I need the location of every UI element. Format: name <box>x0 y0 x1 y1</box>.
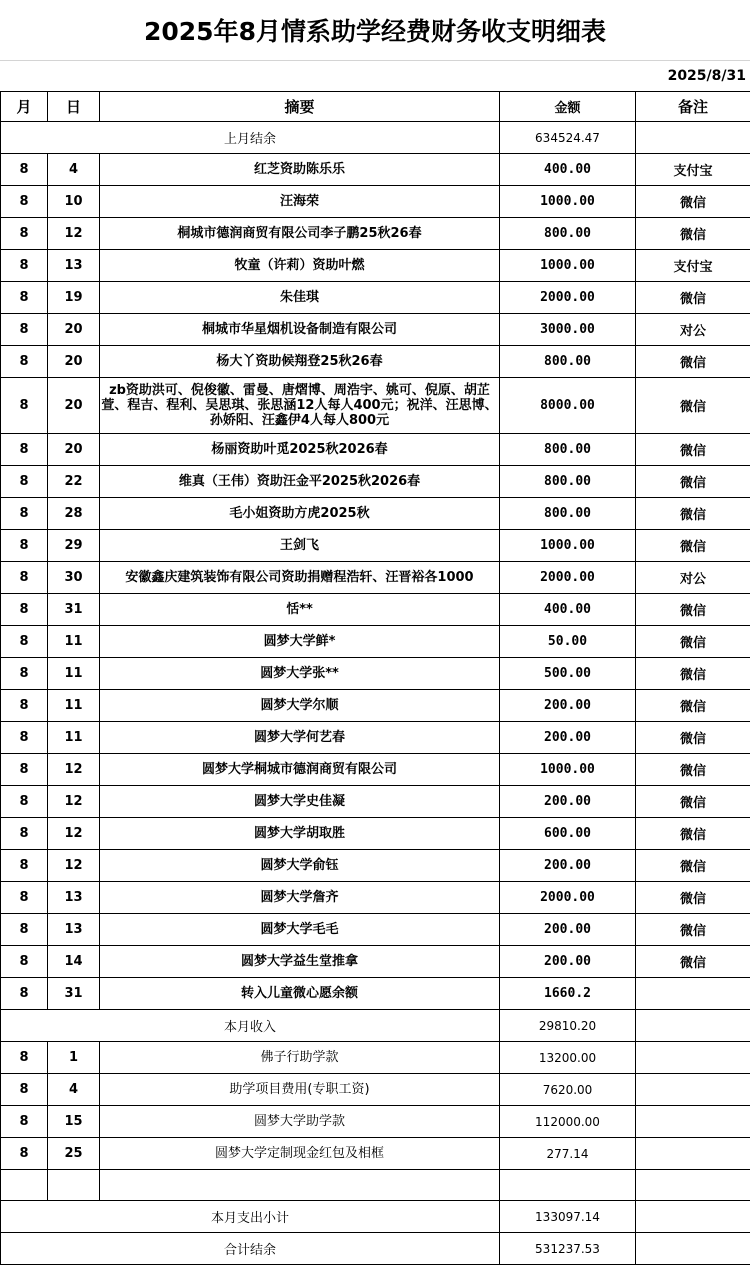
empty-cell <box>636 1170 750 1201</box>
summary-cell: 桐城市华星烟机设备制造有限公司 <box>100 314 500 346</box>
note-cell <box>636 1138 750 1170</box>
expense-row <box>1 1042 750 1074</box>
month-cell: 8 <box>1 346 48 378</box>
summary-cell: 圆梦大学何艺春 <box>100 722 500 754</box>
month-cell: 8 <box>1 250 48 282</box>
day-cell: 12 <box>48 218 100 250</box>
month-cell: 8 <box>1 498 48 530</box>
note-cell: 支付宝 <box>636 154 750 186</box>
summary-cell: 圆梦大学桐城市德润商贸有限公司 <box>100 754 500 786</box>
month-cell: 8 <box>1 562 48 594</box>
summary-cell: 圆梦大学胡取胜 <box>100 818 500 850</box>
summary-cell: 杨丽资助叶觅2025秋2026春 <box>100 434 500 466</box>
balance-row-label: 合计结余 <box>1 1233 500 1265</box>
day-cell: 22 <box>48 466 100 498</box>
note-cell: 微信 <box>636 594 750 626</box>
empty-cell <box>48 1170 100 1201</box>
month-cell: 8 <box>1 690 48 722</box>
opening-balance-label: 上月结余 <box>1 122 500 154</box>
month-cell: 8 <box>1 914 48 946</box>
note-cell: 微信 <box>636 722 750 754</box>
summary-cell: 安徽鑫庆建筑装饰有限公司资助捐赠程浩轩、汪晋裕各1000 <box>100 562 500 594</box>
summary-cell: 汪海荣 <box>100 186 500 218</box>
income-row <box>1 818 750 850</box>
amount-cell: 1000.00 <box>500 754 636 786</box>
summary-cell: 转入儿童微心愿余额 <box>100 978 500 1010</box>
income-row <box>1 466 750 498</box>
income-row <box>1 186 750 218</box>
income-row <box>1 594 750 626</box>
income-row <box>1 154 750 186</box>
income-row <box>1 626 750 658</box>
page-title: 2025年8月情系助学经费财务收支明细表 <box>0 0 750 61</box>
income-row <box>1 978 750 1010</box>
summary-cell: 王剑飞 <box>100 530 500 562</box>
empty-cell <box>100 1170 500 1201</box>
note-cell: 对公 <box>636 314 750 346</box>
balance-row <box>1 1233 750 1265</box>
summary-cell: 圆梦大学史佳凝 <box>100 786 500 818</box>
summary-cell: 圆梦大学俞钰 <box>100 850 500 882</box>
summary-cell: 圆梦大学毛毛 <box>100 914 500 946</box>
note-cell: 微信 <box>636 690 750 722</box>
income-row <box>1 314 750 346</box>
summary-cell: 桐城市德润商贸有限公司李子鹏25秋26春 <box>100 218 500 250</box>
amount-cell: 200.00 <box>500 946 636 978</box>
empty-cell <box>636 122 750 154</box>
note-cell: 微信 <box>636 282 750 314</box>
note-cell: 微信 <box>636 466 750 498</box>
expense-row <box>1 1106 750 1138</box>
income-row <box>1 850 750 882</box>
month-cell: 8 <box>1 314 48 346</box>
income-row <box>1 218 750 250</box>
day-cell: 11 <box>48 690 100 722</box>
expense-row <box>1 1074 750 1106</box>
summary-cell: 圆梦大学尔顺 <box>100 690 500 722</box>
amount-cell: 3000.00 <box>500 314 636 346</box>
amount-cell: 2000.00 <box>500 562 636 594</box>
day-cell: 28 <box>48 498 100 530</box>
ledger-table <box>0 91 750 1265</box>
amount-cell: 800.00 <box>500 498 636 530</box>
expense-total-row <box>1 1201 750 1233</box>
amount-cell: 400.00 <box>500 154 636 186</box>
month-cell: 8 <box>1 818 48 850</box>
note-cell <box>636 1042 750 1074</box>
month-cell: 8 <box>1 1074 48 1106</box>
month-cell: 8 <box>1 466 48 498</box>
amount-cell: 600.00 <box>500 818 636 850</box>
day-cell: 31 <box>48 594 100 626</box>
note-cell <box>636 1074 750 1106</box>
summary-cell: 助学项目费用(专职工资) <box>100 1074 500 1106</box>
day-cell: 20 <box>48 378 100 434</box>
empty-cell <box>636 1233 750 1265</box>
summary-cell: 毛小姐资助方虎2025秋 <box>100 498 500 530</box>
amount-cell: 800.00 <box>500 466 636 498</box>
note-cell: 微信 <box>636 498 750 530</box>
opening-balance-row <box>1 122 750 154</box>
income-row <box>1 658 750 690</box>
opening-balance-amount: 634524.47 <box>500 122 636 154</box>
summary-cell: 红芝资助陈乐乐 <box>100 154 500 186</box>
summary-header: 摘要 <box>100 92 500 122</box>
amount-cell: 13200.00 <box>500 1042 636 1074</box>
amount-cell: 2000.00 <box>500 882 636 914</box>
amount-cell: 200.00 <box>500 786 636 818</box>
expense-row <box>1 1138 750 1170</box>
summary-cell: 圆梦大学詹齐 <box>100 882 500 914</box>
amount-cell: 800.00 <box>500 218 636 250</box>
amount-cell: 800.00 <box>500 434 636 466</box>
note-cell: 微信 <box>636 378 750 434</box>
summary-cell: 圆梦大学益生堂推拿 <box>100 946 500 978</box>
note-cell: 微信 <box>636 850 750 882</box>
amount-cell: 200.00 <box>500 722 636 754</box>
amount-cell: 800.00 <box>500 346 636 378</box>
day-cell: 12 <box>48 818 100 850</box>
day-cell: 11 <box>48 626 100 658</box>
note-cell: 微信 <box>636 626 750 658</box>
month-header: 月 <box>1 92 48 122</box>
note-cell: 微信 <box>636 786 750 818</box>
income-row <box>1 282 750 314</box>
month-cell: 8 <box>1 1042 48 1074</box>
month-cell: 8 <box>1 882 48 914</box>
summary-cell: 牧童（许莉）资助叶燃 <box>100 250 500 282</box>
amount-header: 金额 <box>500 92 636 122</box>
day-cell: 12 <box>48 754 100 786</box>
note-cell: 微信 <box>636 754 750 786</box>
day-cell: 20 <box>48 346 100 378</box>
day-cell: 1 <box>48 1042 100 1074</box>
month-cell: 8 <box>1 978 48 1010</box>
note-cell: 微信 <box>636 346 750 378</box>
empty-cell <box>1 1170 48 1201</box>
expense-total-row-label: 本月支出小计 <box>1 1201 500 1233</box>
summary-cell: 圆梦大学定制现金红包及相框 <box>100 1138 500 1170</box>
note-cell: 微信 <box>636 946 750 978</box>
amount-cell: 500.00 <box>500 658 636 690</box>
summary-cell: 杨大丫资助候翔登25秋26春 <box>100 346 500 378</box>
income-row <box>1 498 750 530</box>
month-cell: 8 <box>1 186 48 218</box>
empty-cell <box>636 1010 750 1042</box>
note-cell <box>636 1106 750 1138</box>
amount-cell: 2000.00 <box>500 282 636 314</box>
day-cell: 11 <box>48 658 100 690</box>
month-cell: 8 <box>1 1138 48 1170</box>
note-cell: 微信 <box>636 186 750 218</box>
amount-cell: 50.00 <box>500 626 636 658</box>
empty-cell <box>500 1170 636 1201</box>
month-cell: 8 <box>1 850 48 882</box>
blank-row <box>1 1170 750 1201</box>
income-row <box>1 690 750 722</box>
note-cell: 微信 <box>636 434 750 466</box>
summary-cell: 维真（王伟）资助汪金平2025秋2026春 <box>100 466 500 498</box>
day-cell: 19 <box>48 282 100 314</box>
day-cell: 4 <box>48 154 100 186</box>
income-row <box>1 250 750 282</box>
amount-cell: 8000.00 <box>500 378 636 434</box>
month-cell: 8 <box>1 154 48 186</box>
amount-cell: 1000.00 <box>500 250 636 282</box>
income-row <box>1 914 750 946</box>
day-cell: 14 <box>48 946 100 978</box>
amount-cell: 200.00 <box>500 850 636 882</box>
day-cell: 13 <box>48 914 100 946</box>
month-cell: 8 <box>1 282 48 314</box>
note-cell: 微信 <box>636 914 750 946</box>
income-total-row <box>1 1010 750 1042</box>
balance-row-amount: 531237.53 <box>500 1233 636 1265</box>
amount-cell: 200.00 <box>500 690 636 722</box>
income-row <box>1 346 750 378</box>
day-cell: 15 <box>48 1106 100 1138</box>
day-cell: 30 <box>48 562 100 594</box>
note-cell: 对公 <box>636 562 750 594</box>
day-cell: 12 <box>48 850 100 882</box>
note-cell: 微信 <box>636 530 750 562</box>
amount-cell: 7620.00 <box>500 1074 636 1106</box>
month-cell: 8 <box>1 530 48 562</box>
summary-cell: 圆梦大学鲜* <box>100 626 500 658</box>
income-row <box>1 882 750 914</box>
empty-cell <box>636 1201 750 1233</box>
month-cell: 8 <box>1 754 48 786</box>
note-cell: 微信 <box>636 882 750 914</box>
day-cell: 13 <box>48 250 100 282</box>
income-row <box>1 378 750 434</box>
summary-cell: 佛子行助学款 <box>100 1042 500 1074</box>
day-cell: 29 <box>48 530 100 562</box>
header-row <box>1 92 750 122</box>
summary-cell: 圆梦大学助学款 <box>100 1106 500 1138</box>
month-cell: 8 <box>1 722 48 754</box>
income-row <box>1 562 750 594</box>
day-cell: 10 <box>48 186 100 218</box>
day-cell: 20 <box>48 314 100 346</box>
income-row <box>1 434 750 466</box>
day-cell: 25 <box>48 1138 100 1170</box>
month-cell: 8 <box>1 378 48 434</box>
month-cell: 8 <box>1 594 48 626</box>
day-header: 日 <box>48 92 100 122</box>
amount-cell: 200.00 <box>500 914 636 946</box>
month-cell: 8 <box>1 946 48 978</box>
income-row <box>1 946 750 978</box>
month-cell: 8 <box>1 1106 48 1138</box>
day-cell: 20 <box>48 434 100 466</box>
income-row <box>1 786 750 818</box>
income-row <box>1 530 750 562</box>
summary-cell: 恬** <box>100 594 500 626</box>
amount-cell: 112000.00 <box>500 1106 636 1138</box>
note-cell: 微信 <box>636 818 750 850</box>
month-cell: 8 <box>1 218 48 250</box>
amount-cell: 1660.2 <box>500 978 636 1010</box>
day-cell: 4 <box>48 1074 100 1106</box>
amount-cell: 277.14 <box>500 1138 636 1170</box>
note-header: 备注 <box>636 92 750 122</box>
note-cell <box>636 978 750 1010</box>
month-cell: 8 <box>1 786 48 818</box>
day-cell: 11 <box>48 722 100 754</box>
month-cell: 8 <box>1 434 48 466</box>
day-cell: 31 <box>48 978 100 1010</box>
report-date: 2025/8/31 <box>667 68 746 84</box>
income-total-row-amount: 29810.20 <box>500 1010 636 1042</box>
amount-cell: 1000.00 <box>500 186 636 218</box>
income-row <box>1 754 750 786</box>
income-total-row-label: 本月收入 <box>1 1010 500 1042</box>
day-cell: 12 <box>48 786 100 818</box>
month-cell: 8 <box>1 626 48 658</box>
expense-total-row-amount: 133097.14 <box>500 1201 636 1233</box>
summary-cell: 圆梦大学张** <box>100 658 500 690</box>
day-cell: 13 <box>48 882 100 914</box>
income-row <box>1 722 750 754</box>
amount-cell: 1000.00 <box>500 530 636 562</box>
summary-cell: zb资助洪可、倪俊徽、雷曼、唐熠博、周浩宇、姚可、倪原、胡芷萱、程吉、程利、吴思琪、张思涵12人每人400元；祝洋、汪思博、孙娇阳、汪鑫伊4人每人800元 <box>100 378 500 434</box>
month-cell: 8 <box>1 658 48 690</box>
note-cell: 微信 <box>636 658 750 690</box>
amount-cell: 400.00 <box>500 594 636 626</box>
summary-cell: 朱佳琪 <box>100 282 500 314</box>
note-cell: 微信 <box>636 218 750 250</box>
note-cell: 支付宝 <box>636 250 750 282</box>
